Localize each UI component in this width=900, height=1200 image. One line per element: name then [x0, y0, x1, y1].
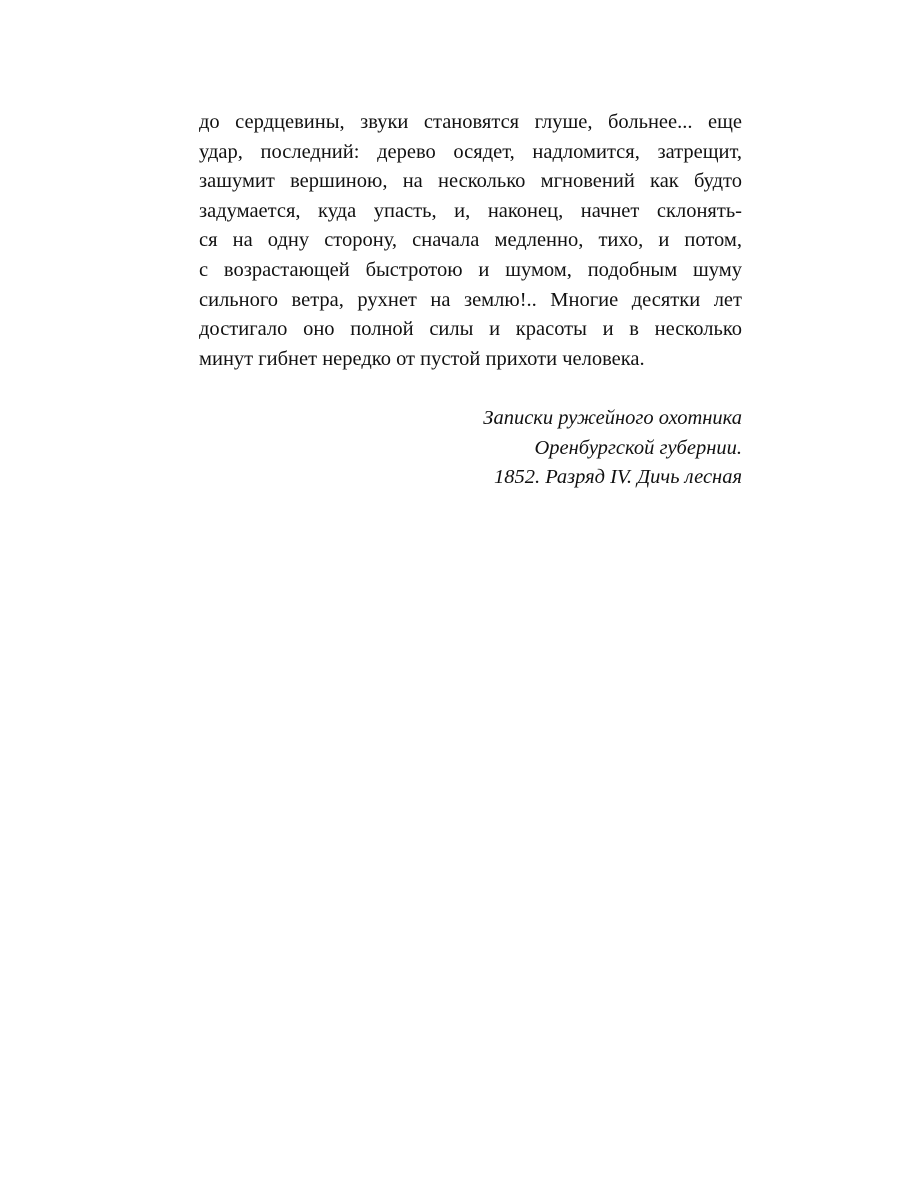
text-line: достигало оно полной силы и красоты и в несколько [199, 318, 742, 341]
attribution-line: Оренбургской губернии. [534, 436, 742, 459]
text-line: задумается, куда упасть, и, наконец, начнет склонять- [199, 199, 742, 222]
text-line: до сердцевины, звуки становятся глуше, больнее... еще [199, 111, 742, 133]
text-line: с возрастающей быстротою и шумом, подобным шуму [199, 258, 742, 281]
attribution-line: Записки ружейного охотника [483, 407, 742, 429]
text-line: минут гибнет нередко от пустой прихоти человека. [199, 347, 645, 370]
text-line: ся на одну сторону, сначала медленно, тихо, и потом, [199, 229, 742, 252]
text-line: удар, последний: дерево осядет, надломится, затрещит, [199, 140, 742, 163]
source-attribution [420, 404, 742, 493]
body-paragraph [199, 108, 742, 374]
text-line: зашумит вершиною, на несколько мгновений как будто [199, 170, 742, 193]
text-line: сильного ветра, рухнет на землю!.. Многие десятки лет [199, 288, 742, 311]
attribution-line: 1852. Разряд IV. Дичь лесная [493, 466, 742, 489]
